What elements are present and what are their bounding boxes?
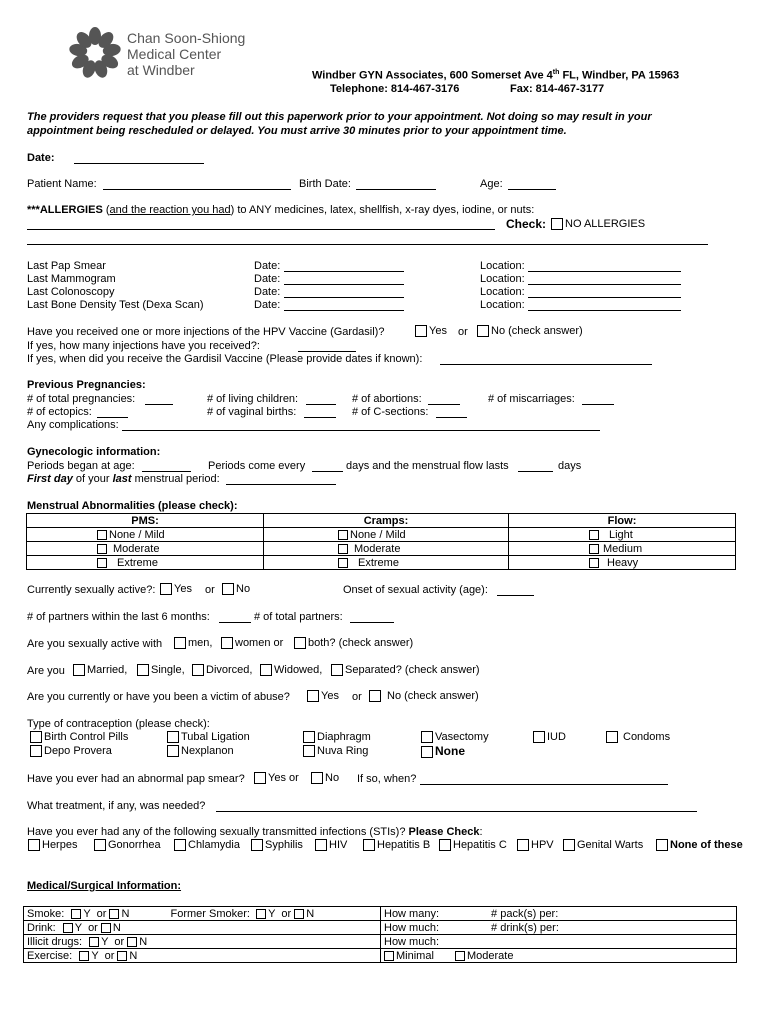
- cramps-checkbox[interactable]: [338, 530, 348, 540]
- vasectomy-checkbox[interactable]: [421, 731, 433, 743]
- flower-logo-icon: [68, 26, 122, 80]
- test-date-field[interactable]: [284, 299, 404, 311]
- csections-field[interactable]: [436, 406, 467, 418]
- iud-checkbox[interactable]: [533, 731, 545, 743]
- birth-control-pills-checkbox[interactable]: [30, 731, 42, 743]
- both-checkbox[interactable]: [294, 637, 306, 649]
- sexually-active-or: or: [205, 584, 215, 596]
- sti-option[interactable]: HPV: [517, 839, 554, 851]
- women-checkbox[interactable]: [221, 637, 233, 649]
- hpv-dates-field[interactable]: [440, 353, 652, 365]
- test-date-label: Date:: [254, 260, 281, 272]
- complications-field[interactable]: [122, 419, 600, 431]
- treatment-question: What treatment, if any, was needed?: [27, 800, 206, 812]
- age-field[interactable]: [508, 178, 556, 190]
- cramps-option[interactable]: Moderate: [264, 542, 509, 556]
- pms-checkbox[interactable]: [97, 530, 107, 540]
- flow-header: Flow:: [509, 514, 736, 528]
- abuse-yes-checkbox[interactable]: [307, 690, 319, 702]
- pms-header: PMS:: [27, 514, 264, 528]
- cramps-checkbox[interactable]: [338, 558, 348, 568]
- periods-began-label: Periods began at age:: [27, 460, 135, 472]
- treatment-field[interactable]: [216, 800, 697, 812]
- living-children-label: # of living children:: [207, 393, 299, 405]
- no-allergies-checkbox[interactable]: [551, 218, 563, 230]
- complications-label: Any complications:: [27, 419, 119, 431]
- nexplanon-checkbox[interactable]: [167, 745, 179, 757]
- no-allergies-option[interactable]: NO ALLERGIES: [551, 218, 645, 230]
- depo-provera-checkbox[interactable]: [30, 745, 42, 757]
- abuse-no-checkbox[interactable]: [369, 690, 381, 702]
- former-smoker-yes-checkbox[interactable]: [256, 909, 266, 919]
- hpv-how-many-question: If yes, how many injections have you received?:: [27, 340, 260, 352]
- intro-text: The providers request that you please fill out this paperwork prior to your appointment. Not doing so may result in your appointment being rescheduled or delayed. You must arrive 30 minutes prior to your appointment time.: [27, 111, 652, 137]
- ectopics-field[interactable]: [97, 406, 128, 418]
- hpv-dates-question: If yes, when did you receive the Gardisil Vaccine (Please provide dates if known):: [27, 353, 423, 365]
- allergies-check-label: Check:: [506, 217, 547, 231]
- illicit-no-checkbox[interactable]: [127, 937, 137, 947]
- separated-checkbox[interactable]: [331, 664, 343, 676]
- partners-total-field[interactable]: [350, 611, 394, 623]
- single-checkbox[interactable]: [137, 664, 149, 676]
- sexually-active-yes[interactable]: Yes: [160, 583, 192, 595]
- test-location-field[interactable]: [528, 273, 681, 285]
- sexually-active-no[interactable]: No: [222, 583, 250, 595]
- allergies-line-2[interactable]: [27, 244, 708, 245]
- gonorrhea-checkbox[interactable]: [94, 839, 106, 851]
- partners-total-label: # of total partners:: [254, 611, 343, 623]
- sti-option[interactable]: Syphilis: [251, 839, 303, 851]
- test-location-label: Location:: [480, 286, 525, 298]
- smoke-yes-checkbox[interactable]: [71, 909, 81, 919]
- marital-separated[interactable]: Separated? (check answer): [331, 664, 480, 676]
- cramps-option[interactable]: Extreme: [264, 556, 509, 570]
- miscarriages-field[interactable]: [582, 393, 614, 405]
- living-children-field[interactable]: [306, 393, 336, 405]
- illicit-detail: How much:: [381, 935, 737, 949]
- test-date-label: Date:: [254, 299, 281, 311]
- miscarriages-label: # of miscarriages:: [488, 393, 575, 405]
- sti-option[interactable]: Chlamydia: [174, 839, 240, 851]
- drink-no-checkbox[interactable]: [101, 923, 111, 933]
- abuse-question: Are you currently or have you been a victim of abuse?: [27, 691, 290, 703]
- test-location-field[interactable]: [528, 260, 681, 272]
- logo-line-2: Medical Center: [127, 46, 222, 62]
- periods-every-label: Periods come every: [208, 460, 306, 472]
- nuva-ring-checkbox[interactable]: [303, 745, 315, 757]
- header-fax: Fax: 814-467-3177: [510, 83, 605, 95]
- test-date-field[interactable]: [284, 286, 404, 298]
- smoke-row: Smoke: Y or N Former Smoker: Y or N: [24, 907, 381, 921]
- smoke-no-checkbox[interactable]: [109, 909, 119, 919]
- total-pregnancies-field[interactable]: [145, 393, 173, 405]
- sexually-active-question: Currently sexually active?:: [27, 584, 156, 596]
- pap-when-label: If so, when?: [357, 773, 417, 785]
- flow-option[interactable]: Heavy: [509, 556, 736, 570]
- pms-option[interactable]: Extreme: [27, 556, 264, 570]
- test-location-label: Location:: [480, 299, 525, 311]
- syphilis-checkbox[interactable]: [251, 839, 263, 851]
- periods-every-field[interactable]: [312, 460, 343, 472]
- hpv-yes-checkbox[interactable]: [415, 325, 427, 337]
- drink-yes-checkbox[interactable]: [63, 923, 73, 933]
- ectopics-label: # of ectopics:: [27, 406, 92, 418]
- contraception-option[interactable]: Depo Provera: [30, 745, 112, 757]
- contraception-option[interactable]: Tubal Ligation: [167, 731, 250, 743]
- contraception-option[interactable]: IUD: [533, 731, 566, 743]
- allergies-line-1[interactable]: [27, 218, 495, 230]
- sti-option[interactable]: None of these: [656, 839, 743, 851]
- pap-yes-checkbox[interactable]: [254, 772, 266, 784]
- contraception-none-checkbox[interactable]: [421, 746, 433, 758]
- pms-checkbox[interactable]: [97, 558, 107, 568]
- sti-option[interactable]: Herpes: [28, 839, 77, 851]
- test-location-label: Location:: [480, 273, 525, 285]
- hpv-question: Have you received one or more injections of the HPV Vaccine (Gardasil)?: [27, 326, 385, 338]
- onset-field[interactable]: [497, 584, 534, 596]
- illicit-yes-checkbox[interactable]: [89, 937, 99, 947]
- herpes-checkbox[interactable]: [28, 839, 40, 851]
- active-with-women[interactable]: women or: [221, 637, 283, 649]
- date-field[interactable]: [74, 152, 204, 164]
- sti-question: Have you ever had any of the following sexually transmitted infections (STIs)? Please Check:: [27, 826, 483, 838]
- marital-married[interactable]: Married,: [73, 664, 127, 676]
- active-with-both[interactable]: both? (check answer): [294, 637, 413, 649]
- married-checkbox[interactable]: [73, 664, 85, 676]
- flow-checkbox[interactable]: [589, 530, 599, 540]
- divorced-checkbox[interactable]: [192, 664, 204, 676]
- date-label: Date:: [27, 152, 55, 164]
- test-location-field[interactable]: [528, 299, 681, 311]
- test-date-label: Date:: [254, 273, 281, 285]
- onset-label: Onset of sexual activity (age):: [343, 584, 488, 596]
- cramps-option[interactable]: None / Mild: [264, 528, 509, 542]
- header-telephone: Telephone: 814-467-3176: [330, 83, 460, 95]
- sti-option[interactable]: HIV: [315, 839, 347, 851]
- pap-no[interactable]: No: [311, 772, 339, 784]
- abortions-field[interactable]: [428, 393, 460, 405]
- genital-warts-checkbox[interactable]: [563, 839, 575, 851]
- hpv-checkbox[interactable]: [517, 839, 529, 851]
- contraception-title: Type of contraception (please check):: [27, 718, 210, 730]
- test-name: Last Colonoscopy: [27, 286, 115, 298]
- sti-option[interactable]: Gonorrhea: [94, 839, 161, 851]
- header-address: Windber GYN Associates, 600 Somerset Ave 4th FL, Windber, PA 15963: [312, 69, 680, 82]
- chlamydia-checkbox[interactable]: [174, 839, 186, 851]
- pms-option[interactable]: None / Mild: [27, 528, 264, 542]
- vaginal-births-label: # of vaginal births:: [207, 406, 297, 418]
- partners-6mo-field[interactable]: [219, 611, 251, 623]
- flow-checkbox[interactable]: [589, 544, 599, 554]
- exercise-detail: Minimal Moderate: [381, 949, 737, 963]
- menstrual-title: Menstrual Abnormalities (please check):: [27, 500, 238, 512]
- birth-date-field[interactable]: [356, 178, 436, 190]
- men-checkbox[interactable]: [174, 637, 186, 649]
- last-period-label: First day of your last menstrual period:: [27, 473, 220, 485]
- drink-detail: How much: # drink(s) per:: [381, 921, 737, 935]
- pms-checkbox[interactable]: [97, 544, 107, 554]
- hpv-how-many-field[interactable]: [298, 340, 356, 352]
- pms-option[interactable]: Moderate: [27, 542, 264, 556]
- contraception-option[interactable]: Nuva Ring: [303, 745, 368, 757]
- marital-question: Are you: [27, 665, 65, 677]
- sti-option[interactable]: Hepatitis C: [439, 839, 507, 851]
- abuse-or: or: [352, 691, 362, 703]
- sti-option[interactable]: Hepatitis B: [363, 839, 430, 851]
- sexually-active-yes-checkbox[interactable]: [160, 583, 172, 595]
- gyn-title: Gynecologic information:: [27, 446, 161, 458]
- cramps-checkbox[interactable]: [338, 544, 348, 554]
- pap-when-field[interactable]: [420, 773, 668, 785]
- condoms-checkbox[interactable]: [606, 731, 618, 743]
- marital-widowed[interactable]: Widowed,: [260, 664, 322, 676]
- abuse-no[interactable]: No (check answer): [369, 690, 479, 702]
- hiv-checkbox[interactable]: [315, 839, 327, 851]
- smoke-detail: How many: # pack(s) per:: [381, 907, 737, 921]
- illicit-row: Illicit drugs: Y or N: [24, 935, 381, 949]
- flow-option[interactable]: Light: [509, 528, 736, 542]
- hpv-or: or: [458, 326, 468, 338]
- flow-option[interactable]: Medium: [509, 542, 736, 556]
- abortions-label: # of abortions:: [352, 393, 422, 405]
- cramps-header: Cramps:: [264, 514, 509, 528]
- marital-divorced[interactable]: Divorced,: [192, 664, 252, 676]
- partners-6mo-label: # of partners within the last 6 months:: [27, 611, 210, 623]
- test-date-label: Date:: [254, 286, 281, 298]
- active-with-question: Are you sexually active with: [27, 638, 163, 650]
- exercise-row: Exercise: Y or N: [24, 949, 381, 963]
- sti-option[interactable]: Genital Warts: [563, 839, 643, 851]
- periods-began-field[interactable]: [142, 460, 191, 472]
- last-period-field[interactable]: [226, 473, 336, 485]
- hepatitis-b-checkbox[interactable]: [363, 839, 375, 851]
- contraception-option[interactable]: Vasectomy: [421, 731, 489, 743]
- contraception-option[interactable]: None: [421, 744, 465, 758]
- test-name: Last Bone Density Test (Dexa Scan): [27, 299, 204, 311]
- test-name: Last Pap Smear: [27, 260, 106, 272]
- test-date-field[interactable]: [284, 260, 404, 272]
- former-smoker-no-checkbox[interactable]: [294, 909, 304, 919]
- drink-row: Drink: Y or N: [24, 921, 381, 935]
- hpv-no-option[interactable]: No (check answer): [477, 325, 583, 337]
- exercise-minimal-checkbox[interactable]: [384, 951, 394, 961]
- active-with-men[interactable]: men,: [174, 637, 212, 649]
- logo-line-1: Chan Soon-Shiong: [127, 30, 246, 46]
- pap-yes[interactable]: Yes or: [254, 772, 299, 784]
- flow-checkbox[interactable]: [589, 558, 599, 568]
- contraception-option[interactable]: Birth Control Pills: [30, 731, 128, 743]
- test-date-field[interactable]: [284, 273, 404, 285]
- test-location-label: Location:: [480, 260, 525, 272]
- hpv-no-checkbox[interactable]: [477, 325, 489, 337]
- abnormal-pap-question: Have you ever had an abnormal pap smear?: [27, 773, 245, 785]
- hpv-yes-option[interactable]: Yes: [415, 325, 447, 337]
- contraception-option[interactable]: Nexplanon: [167, 745, 234, 757]
- sexually-active-no-checkbox[interactable]: [222, 583, 234, 595]
- logo-line-3: at Windber: [127, 62, 195, 78]
- flow-lasts-label: days and the menstrual flow lasts: [346, 460, 509, 472]
- pregnancies-title: Previous Pregnancies:: [27, 379, 146, 391]
- days-label: days: [558, 460, 582, 472]
- medical-table: [23, 906, 737, 963]
- tubal-ligation-checkbox[interactable]: [167, 731, 179, 743]
- test-name: Last Mammogram: [27, 273, 116, 285]
- exercise-no-checkbox[interactable]: [117, 951, 127, 961]
- exercise-yes-checkbox[interactable]: [79, 951, 89, 961]
- contraception-option[interactable]: Diaphragm: [303, 731, 371, 743]
- patient-name-label: Patient Name:: [27, 178, 97, 190]
- test-location-field[interactable]: [528, 286, 681, 298]
- widowed-checkbox[interactable]: [260, 664, 272, 676]
- marital-single[interactable]: Single,: [137, 664, 185, 676]
- flow-lasts-field[interactable]: [518, 460, 553, 472]
- sti-none-checkbox[interactable]: [656, 839, 668, 851]
- diaphragm-checkbox[interactable]: [303, 731, 315, 743]
- allergies-question: ***ALLERGIES (and the reaction you had) to ANY medicines, latex, shellfish, x-ray dyes, iodine, or nuts:: [27, 204, 535, 216]
- abuse-yes[interactable]: Yes: [307, 690, 339, 702]
- hepatitis-c-checkbox[interactable]: [439, 839, 451, 851]
- menstrual-table: [26, 513, 736, 570]
- age-label: Age:: [480, 178, 503, 190]
- contraception-option[interactable]: Condoms: [606, 731, 670, 743]
- birth-date-label: Birth Date:: [299, 178, 351, 190]
- patient-name-field[interactable]: [103, 178, 291, 190]
- total-pregnancies-label: # of total pregnancies:: [27, 393, 136, 405]
- pap-no-checkbox[interactable]: [311, 772, 323, 784]
- vaginal-births-field[interactable]: [304, 406, 336, 418]
- medical-title: Medical/Surgical Information:: [27, 880, 182, 892]
- exercise-moderate-checkbox[interactable]: [455, 951, 465, 961]
- csections-label: # of C-sections:: [352, 406, 429, 418]
